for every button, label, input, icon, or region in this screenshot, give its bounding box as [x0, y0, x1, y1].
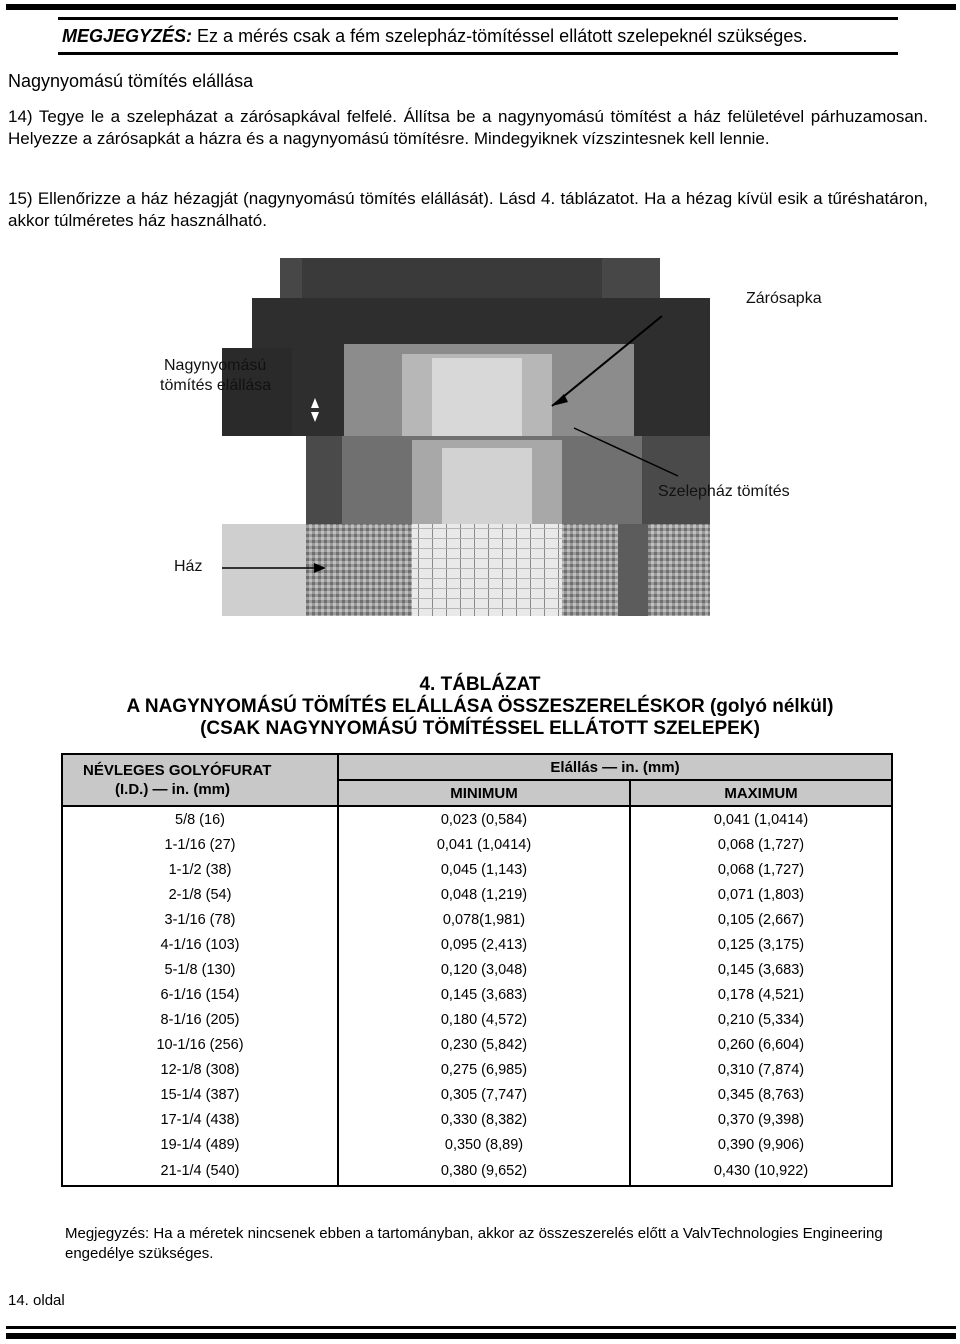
footnote: Megjegyzés: Ha a méretek nincsenek ebben a tartományban, akkor az összeszerelés előtt a ValvTechnologies Engineering engedélye szükséges.: [65, 1225, 883, 1262]
table-row: [62, 1157, 892, 1186]
table-row: [62, 832, 892, 857]
cell-min: 0,095 (2,413): [338, 932, 630, 957]
cell-max: 0,345 (8,763): [630, 1082, 892, 1107]
cell-max: 0,210 (5,334): [630, 1007, 892, 1032]
label-body-seal: Szelepház tömítés: [658, 483, 790, 500]
cell-min: 0,305 (7,747): [338, 1082, 630, 1107]
col-min-header: MINIMUM: [338, 780, 630, 806]
bottom-rule-thick: [6, 1333, 956, 1339]
cell-bore: 8-1/16 (205): [62, 1007, 338, 1032]
cell-max: 0,071 (1,803): [630, 882, 892, 907]
table-row: [62, 932, 892, 957]
cell-bore: 2-1/8 (54): [62, 882, 338, 907]
table-title-number: 4. TÁBLÁZAT: [419, 674, 541, 695]
label-seal-line2: tömítés elállása: [160, 377, 272, 394]
section-heading: Nagynyomású tömítés elállása: [8, 71, 254, 91]
cell-max: 0,105 (2,667): [630, 907, 892, 932]
top-rule-thick: [6, 4, 956, 10]
cell-max: 0,041 (1,0414): [630, 806, 892, 832]
cell-max: 0,430 (10,922): [630, 1157, 892, 1186]
cell-bore: 17-1/4 (438): [62, 1107, 338, 1132]
step-14: 14) Tegye le a szelepházat a zárósapkával felfelé. Állítsa be a nagynyomású tömítést a ház felületével párhuzamosan. Helyezze a zárósapkát a házra és a nagynyomású tömítésre. Mindegyiknek vízszintesnek kell lennie.: [8, 107, 928, 148]
table-row: [62, 1057, 892, 1082]
group-header: Elállás — in. (mm): [338, 754, 892, 780]
cell-max: 0,260 (6,604): [630, 1032, 892, 1057]
cell-bore: 5/8 (16): [62, 806, 338, 832]
bottom-rule-thin: [6, 1326, 956, 1329]
cell-bore: 21-1/4 (540): [62, 1157, 338, 1186]
label-cap: Zárósapka: [746, 290, 822, 307]
table-row: [62, 982, 892, 1007]
table-row: [62, 857, 892, 882]
table-title-line2: A NAGYNYOMÁSÚ TÖMÍTÉS ELÁLLÁSA ÖSSZESZERELÉSKOR (golyó nélkül): [126, 696, 834, 717]
cell-max: 0,068 (1,727): [630, 857, 892, 882]
table-row: [62, 1032, 892, 1057]
table-row: [62, 1132, 892, 1157]
col-bore-header-line1: NÉVLEGES GOLYÓFURAT: [83, 762, 272, 779]
table-row: [62, 957, 892, 982]
table-row: [62, 882, 892, 907]
table-row: [62, 1082, 892, 1107]
cell-max: 0,125 (3,175): [630, 932, 892, 957]
cell-min: 0,120 (3,048): [338, 957, 630, 982]
cell-bore: 19-1/4 (489): [62, 1132, 338, 1157]
note-top-label: MEGJEGYZÉS:: [62, 26, 193, 46]
cell-max: 0,310 (7,874): [630, 1057, 892, 1082]
cell-min: 0,041 (1,0414): [338, 832, 630, 857]
cell-min: 0,275 (6,985): [338, 1057, 630, 1082]
cell-bore: 5-1/8 (130): [62, 957, 338, 982]
note-top-text: Ez a mérés csak a fém szelepház-tömítéssel ellátott szelepeknél szükséges.: [197, 26, 808, 46]
cell-min: 0,350 (8,89): [338, 1132, 630, 1157]
table-row: [62, 1107, 892, 1132]
cell-bore: 12-1/8 (308): [62, 1057, 338, 1082]
table-row: [62, 1007, 892, 1032]
cell-bore: 4-1/16 (103): [62, 932, 338, 957]
cell-max: 0,370 (9,398): [630, 1107, 892, 1132]
cell-bore: 1-1/2 (38): [62, 857, 338, 882]
cell-min: 0,380 (9,652): [338, 1157, 630, 1186]
cell-min: 0,230 (5,842): [338, 1032, 630, 1057]
col-bore-header-line2: (I.D.) — in. (mm): [115, 781, 230, 798]
note-top: [62, 26, 807, 47]
cell-min: 0,078(1,981): [338, 907, 630, 932]
cell-max: 0,145 (3,683): [630, 957, 892, 982]
label-body: Ház: [174, 558, 203, 575]
note-rule: [58, 52, 898, 55]
table-title-line3: (CSAK NAGYNYOMÁSÚ TÖMÍTÉSSEL ELLÁTOTT SZELEPEK): [200, 718, 760, 739]
cell-bore: 6-1/16 (154): [62, 982, 338, 1007]
cell-min: 0,145 (3,683): [338, 982, 630, 1007]
step-15: 15) Ellenőrizze a ház hézagját (nagynyomású tömítés elállását). Lásd 4. táblázatot. Ha a hézag kívül esik a tűréshatáron, akkor túlméretes ház használható.: [8, 189, 928, 230]
cell-bore: 10-1/16 (256): [62, 1032, 338, 1057]
col-bore-header: [62, 754, 338, 806]
col-max-header: MAXIMUM: [630, 780, 892, 806]
cell-max: 0,178 (4,521): [630, 982, 892, 1007]
standoff-table: [61, 753, 893, 1187]
valve-cross-section-figure: [222, 258, 710, 616]
page-number: 14. oldal: [8, 1292, 65, 1309]
cell-min: 0,048 (1,219): [338, 882, 630, 907]
cell-bore: 1-1/16 (27): [62, 832, 338, 857]
cell-max: 0,068 (1,727): [630, 832, 892, 857]
cell-bore: 15-1/4 (387): [62, 1082, 338, 1107]
table-row: [62, 806, 892, 832]
cell-min: 0,330 (8,382): [338, 1107, 630, 1132]
cell-max: 0,390 (9,906): [630, 1132, 892, 1157]
cell-bore: 3-1/16 (78): [62, 907, 338, 932]
label-seal-line1: Nagynyomású: [164, 357, 267, 374]
cell-min: 0,023 (0,584): [338, 806, 630, 832]
top-rule-thin: [58, 17, 898, 20]
cell-min: 0,045 (1,143): [338, 857, 630, 882]
table-row: [62, 907, 892, 932]
cell-min: 0,180 (4,572): [338, 1007, 630, 1032]
